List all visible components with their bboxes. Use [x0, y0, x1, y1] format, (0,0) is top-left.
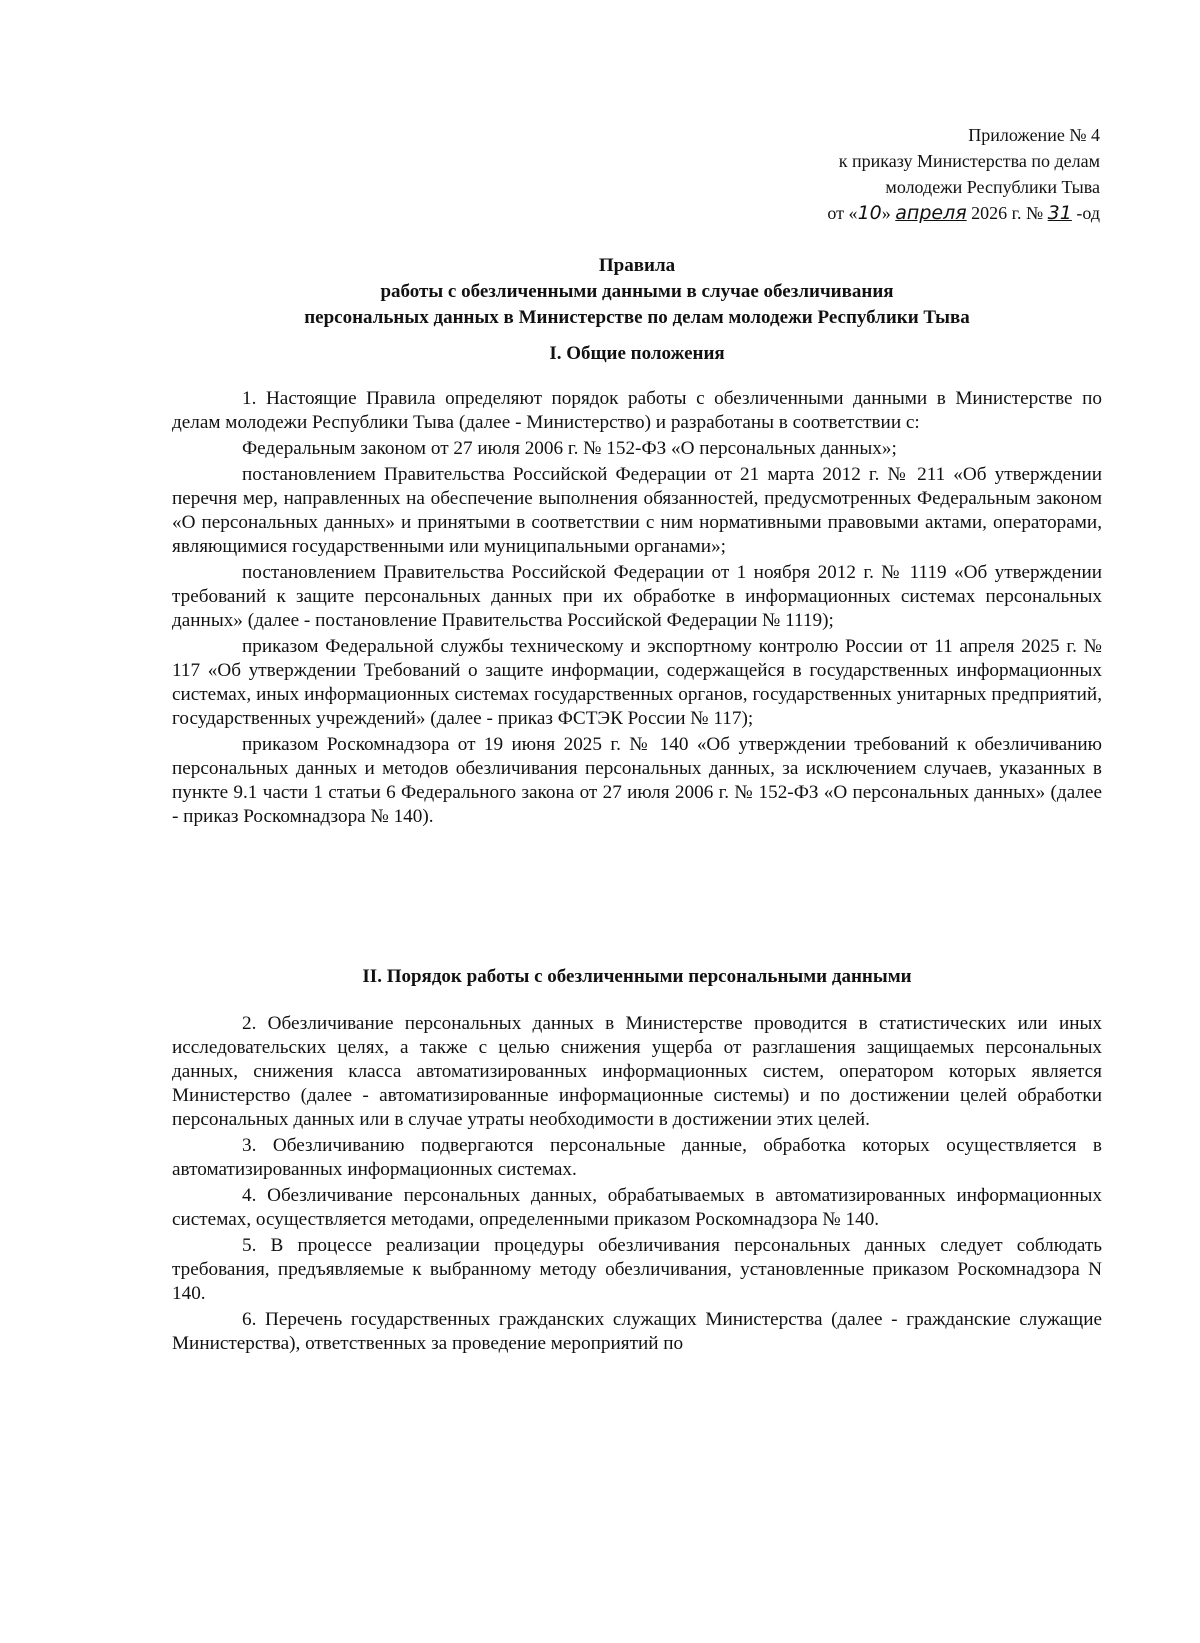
paragraph: приказом Федеральной службы техническому и экспортному контролю России от 11 апреля 2025 г. № 117 «Об утверждении Требований о защите информации, содержащейся в государственных информационных системах, иных информационных системах государственных органов, государственных унитарных предприятий, государственных учреждений» (далее - приказ ФСТЭК России № 117); [172, 636, 1102, 729]
appendix-number: Приложение № 4 [968, 125, 1100, 145]
handwritten-day: 10 [857, 202, 882, 224]
ministry-name: молодежи Республики Тыва [885, 177, 1100, 197]
paragraph: 6. Перечень государственных гражданских служащих Министерства (далее - гражданские служащие Министерства), ответственных за проведение мероприятий по [172, 1309, 1102, 1354]
paragraph: 3. Обезличиванию подвергаются персональные данные, обработка которых осуществляется в автоматизированных информационных системах. [172, 1135, 1102, 1180]
appendix-header [827, 122, 1100, 226]
paragraph: 1. Настоящие Правила определяют порядок работы с обезличенными данными в Министерстве по делам молодежи Республики Тыва (далее - Министерство) и разработаны в соответствии с: [172, 388, 1102, 433]
paragraph: постановлением Правительства Российской Федерации от 21 марта 2012 г. № 211 «Об утверждении перечня мер, направленных на обеспечение выполнения обязанностей, предусмотренных Федеральным законом «О персональных данных» и принятыми в соответствии с ним нормативными правовыми актами, операторами, являющимися государственными или муниципальными органами»; [172, 464, 1102, 557]
paragraph: Федеральным законом от 27 июля 2006 г. № 152-ФЗ «О персональных данных»; [242, 438, 897, 459]
handwritten-number: 31 [1047, 202, 1072, 224]
order-reference: к приказу Министерства по делам [838, 151, 1100, 171]
order-date-line: от «10» апреля 2026 г. № 31 -од [827, 202, 1100, 224]
paragraph: постановлением Правительства Российской Федерации от 1 ноября 2012 г. № 1119 «Об утверждении требований к защите персональных данных при их обработке в информационных системах персональных данных» (далее - постановление Правительства Российской Федерации № 1119); [172, 562, 1102, 631]
document-title: Правила работы с обезличенными данными в случае обезличивания персональных данных в Министерстве по делам молодежи Республики Тыва [304, 255, 970, 328]
section-1-heading: I. Общие положения [549, 343, 725, 364]
paragraph: 4. Обезличивание персональных данных, обрабатываемых в автоматизированных информационных системах, осуществляется методами, определенными приказом Роскомнадзора № 140. [172, 1185, 1102, 1230]
handwritten-month: апреля [895, 202, 967, 224]
section-1-body [172, 387, 1102, 829]
paragraph: приказом Роскомнадзора от 19 июня 2025 г. № 140 «Об утверждении требований к обезличиванию персональных данных и методов обезличивания персональных данных, за исключением случаев, указанных в пункте 9.1 части 1 статьи 6 Федерального закона от 27 июля 2006 г. № 152-ФЗ «О персональных данных» (далее - приказ Роскомнадзора № 140). [172, 734, 1102, 827]
paragraph: 2. Обезличивание персональных данных в Министерстве проводится в статистических или иных исследовательских целях, а также с целью снижения ущерба от разглашения защищаемых персональных данных, снижения класса автоматизированных информационных систем, оператором которых является Министерство (далее - автоматизированные информационные системы) и по достижении целей обработки персональных данных или в случае утраты необходимости в достижении этих целей. [172, 1013, 1102, 1130]
section-2-heading: II. Порядок работы с обезличенными персональными данными [362, 966, 912, 987]
section-2-body [172, 1012, 1102, 1356]
paragraph: 5. В процессе реализации процедуры обезличивания персональных данных следует соблюдать требования, предъявляемые к выбранному методу обезличивания, установленные приказом Роскомнадзора N 140. [172, 1235, 1102, 1304]
